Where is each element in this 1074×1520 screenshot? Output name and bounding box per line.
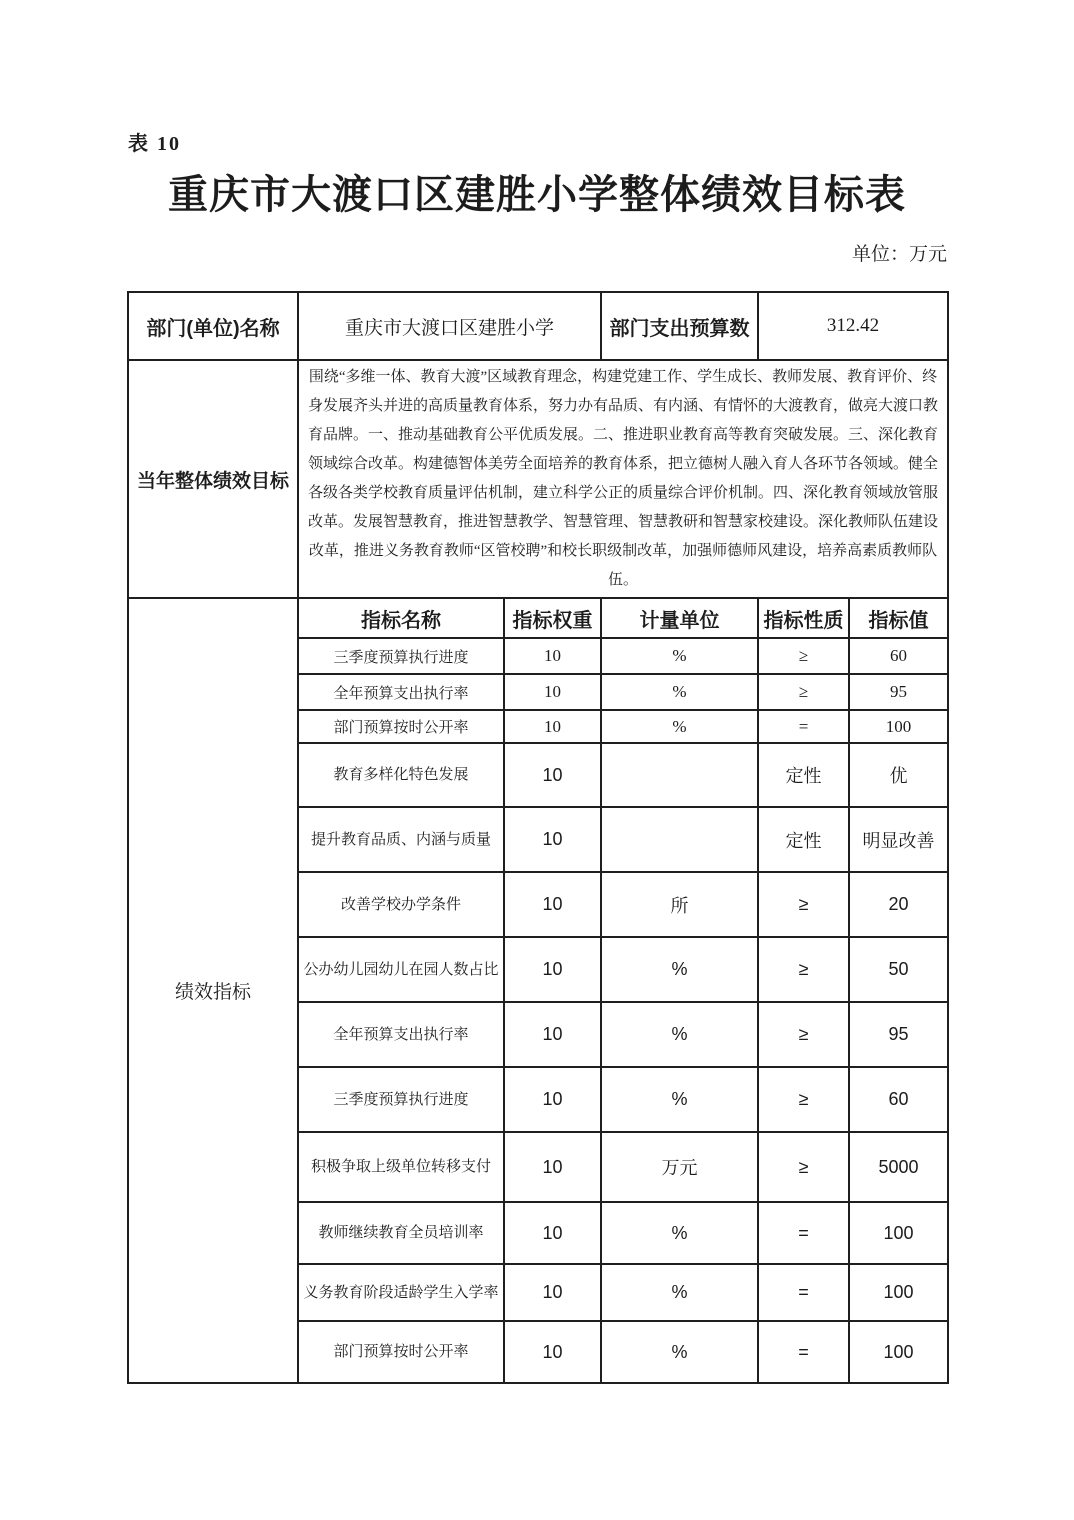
col-header-unit: 计量单位 [601, 598, 758, 638]
indicator-weight: 10 [504, 743, 601, 807]
indicator-unit: % [601, 1202, 758, 1264]
indicator-weight: 10 [504, 1067, 601, 1132]
indicator-weight: 10 [504, 1264, 601, 1321]
annual-goal-text: 围绕“多维一体、教育大渡”区域教育理念，构建党建工作、学生成长、教师发展、教育评价、终身发展齐头并进的高质量教育体系，努力办有品质、有内涵、有情怀的大渡教育，做亮大渡口教育品牌。一、推动基础教育公平优质发展。二、推进职业教育高等教育突破发展。三、深化教育领域综合改革。构建德智体美劳全面培养的教育体系，把立德树人融入育人各环节各领域。健全各级各类学校教育质量评估机制，建立科学公正的质量综合评价机制。四、深化教育领域放管服改革。发展智慧教育，推进智慧教学、智慧管理、智慧教研和智慧家校建设。深化教师队伍建设改革，推进义务教育教师“区管校聘”和校长职级制改革，加强师德师风建设，培养高素质教师队伍。 [298, 360, 948, 598]
indicator-weight: 10 [504, 710, 601, 743]
indicator-name: 义务教育阶段适龄学生入学率 [298, 1264, 504, 1321]
annual-goal-label: 当年整体绩效目标 [128, 360, 298, 598]
indicator-name: 教育多样化特色发展 [298, 743, 504, 807]
performance-target-table [127, 291, 949, 1384]
indicator-value: 100 [849, 1202, 948, 1264]
indicator-header-row [128, 598, 948, 638]
indicator-nature: ≥ [758, 1132, 849, 1202]
indicator-weight: 10 [504, 638, 601, 674]
indicator-nature: ≥ [758, 937, 849, 1002]
indicator-unit [601, 807, 758, 872]
indicator-value: 100 [849, 1321, 948, 1383]
indicator-weight: 10 [504, 807, 601, 872]
indicator-nature: = [758, 710, 849, 743]
indicator-name: 提升教育品质、内涵与质量 [298, 807, 504, 872]
budget-value: 312.42 [758, 292, 948, 360]
indicator-value: 明显改善 [849, 807, 948, 872]
indicator-unit: % [601, 638, 758, 674]
indicator-nature: ≥ [758, 674, 849, 710]
indicator-unit: % [601, 674, 758, 710]
indicator-name: 三季度预算执行进度 [298, 1067, 504, 1132]
indicator-value: 95 [849, 674, 948, 710]
page-title: 重庆市大渡口区建胜小学整体绩效目标表 [168, 172, 906, 217]
indicator-name: 全年预算支出执行率 [298, 1002, 504, 1067]
indicator-unit: % [601, 710, 758, 743]
info-row [128, 292, 948, 360]
indicator-nature: = [758, 1202, 849, 1264]
col-header-weight: 指标权重 [504, 598, 601, 638]
annual-goal-row [128, 360, 948, 598]
col-header-nature: 指标性质 [758, 598, 849, 638]
indicator-value: 60 [849, 638, 948, 674]
table-number-label: 表 10 [128, 133, 181, 155]
budget-label: 部门支出预算数 [601, 292, 758, 360]
indicator-unit: % [601, 1264, 758, 1321]
indicator-name: 全年预算支出执行率 [298, 674, 504, 710]
indicator-nature: = [758, 1321, 849, 1383]
indicator-nature: ≥ [758, 638, 849, 674]
indicator-nature: 定性 [758, 807, 849, 872]
indicator-value: 5000 [849, 1132, 948, 1202]
indicator-value: 50 [849, 937, 948, 1002]
indicator-name: 三季度预算执行进度 [298, 638, 504, 674]
indicator-weight: 10 [504, 1321, 601, 1383]
indicator-unit [601, 743, 758, 807]
indicator-name: 教师继续教育全员培训率 [298, 1202, 504, 1264]
indicator-nature: ≥ [758, 872, 849, 937]
indicator-unit: 万元 [601, 1132, 758, 1202]
indicator-weight: 10 [504, 937, 601, 1002]
unit-note: 单位：万元 [851, 244, 947, 265]
indicator-weight: 10 [504, 674, 601, 710]
indicator-nature: ≥ [758, 1067, 849, 1132]
indicator-weight: 10 [504, 1202, 601, 1264]
dept-name-value: 重庆市大渡口区建胜小学 [298, 292, 601, 360]
indicator-name: 公办幼儿园幼儿在园人数占比 [298, 937, 504, 1002]
indicator-name: 部门预算按时公开率 [298, 710, 504, 743]
indicator-value: 60 [849, 1067, 948, 1132]
indicator-unit: % [601, 937, 758, 1002]
indicator-value: 优 [849, 743, 948, 807]
indicator-value: 20 [849, 872, 948, 937]
indicator-unit: % [601, 1002, 758, 1067]
dept-name-label: 部门(单位)名称 [128, 292, 298, 360]
indicator-name: 积极争取上级单位转移支付 [298, 1132, 504, 1202]
indicator-nature: = [758, 1264, 849, 1321]
indicator-name: 改善学校办学条件 [298, 872, 504, 937]
indicator-weight: 10 [504, 1002, 601, 1067]
col-header-name: 指标名称 [298, 598, 504, 638]
indicator-nature: 定性 [758, 743, 849, 807]
indicator-weight: 10 [504, 872, 601, 937]
indicator-unit: % [601, 1321, 758, 1383]
col-header-value: 指标值 [849, 598, 948, 638]
indicators-label: 绩效指标 [128, 598, 298, 1383]
indicator-nature: ≥ [758, 1002, 849, 1067]
indicator-weight: 10 [504, 1132, 601, 1202]
indicator-unit: % [601, 1067, 758, 1132]
indicator-value: 100 [849, 1264, 948, 1321]
indicator-value: 95 [849, 1002, 948, 1067]
indicator-unit: 所 [601, 872, 758, 937]
indicator-name: 部门预算按时公开率 [298, 1321, 504, 1383]
indicator-value: 100 [849, 710, 948, 743]
